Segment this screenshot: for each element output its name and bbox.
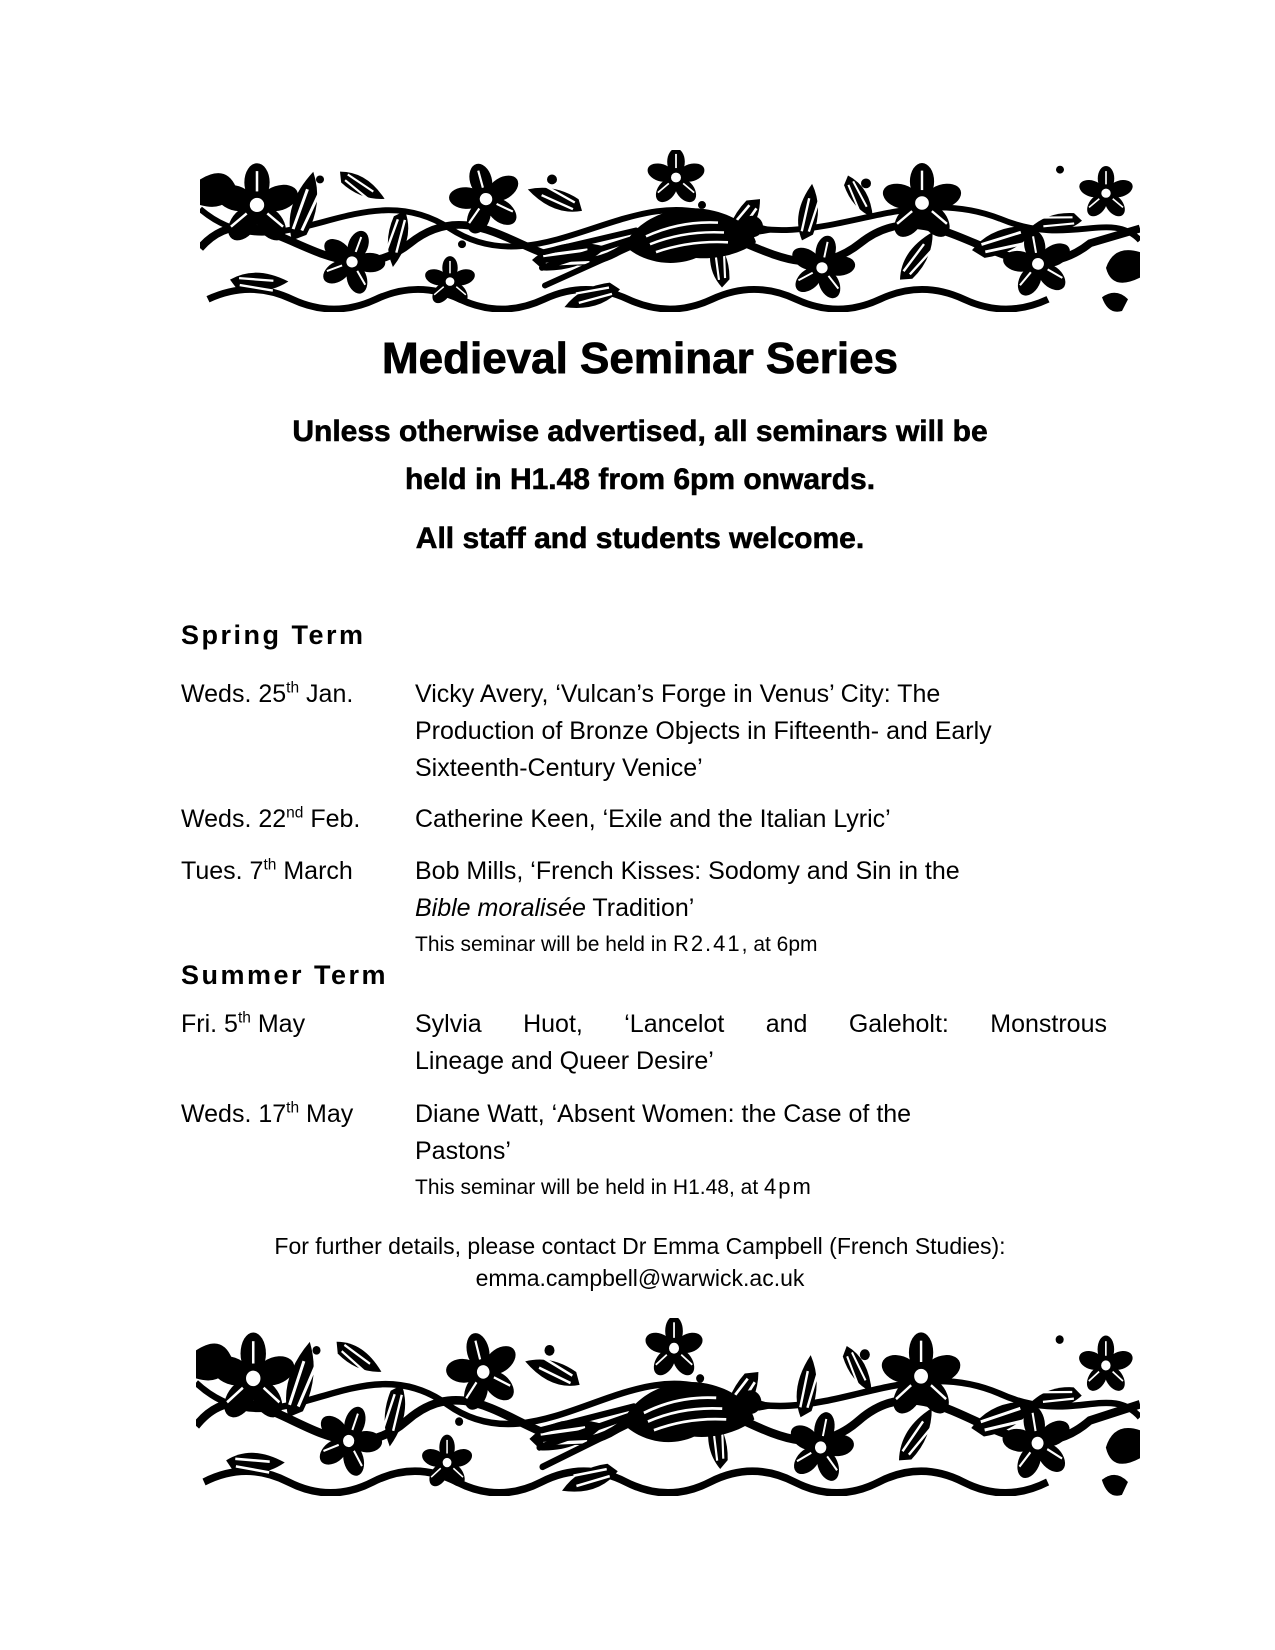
seminar-date: Weds. 17th May — [181, 1099, 354, 1128]
seminar-date: Weds. 22nd Feb. — [181, 804, 361, 833]
seminar-row — [181, 801, 1107, 838]
subtitle — [180, 408, 1100, 504]
woodcut-border-top — [200, 150, 1140, 312]
seminar-description: Sylvia Huot, ‘Lancelot and Galeholt: Monstrous Lineage and Queer Desire’ — [415, 1010, 1107, 1075]
ordinal-suffix: th — [286, 1099, 300, 1117]
ordinal-suffix: nd — [286, 804, 304, 822]
summer-term-heading: Summer Term — [181, 960, 389, 990]
woodcut-border-bottom — [196, 1318, 1140, 1496]
page-title: Medieval Seminar Series — [381, 334, 899, 383]
seminar-description: Diane Watt, ‘Absent Women: the Case of the Pastons’ This seminar will be held in H1.48, at 4pm — [415, 1096, 1107, 1204]
subtitle-line2: held in H1.48 from 6pm onwards. — [404, 463, 876, 496]
seminar-date: Fri. 5th May — [181, 1009, 306, 1038]
seminar-row — [181, 676, 1107, 787]
seminar-description: Vicky Avery, ‘Vulcan’s Forge in Venus’ City: The Production of Bronze Objects in Fifteenth- and Early Sixteenth-Century Venice’ — [415, 680, 992, 782]
contact-line: For further details, please contact Dr Emma Campbell (French Studies): — [274, 1233, 1006, 1259]
ordinal-suffix: th — [263, 856, 277, 874]
seminar-description: Bob Mills, ‘French Kisses: Sodomy and Sin in the Bible moralisée Tradition’ This seminar will be held in R2.41, at 6pm — [415, 853, 1107, 961]
ordinal-suffix: th — [237, 1009, 251, 1027]
welcome-line: All staff and students welcome. — [415, 522, 865, 555]
seminar-date: Weds. 25th Jan. — [181, 679, 354, 708]
woodcut-floral-border-icon — [200, 150, 1140, 312]
spring-term-heading: Spring Term — [181, 620, 366, 650]
room-emphasis: R2.41 — [672, 931, 742, 956]
contact-block — [180, 1230, 1100, 1294]
time-emphasis: 4pm — [764, 1174, 813, 1199]
seminar-note: This seminar will be held in R2.41, at 6pm — [415, 931, 818, 956]
seminar-row — [181, 853, 1107, 961]
subtitle-line1: Unless otherwise advertised, all seminars will be — [292, 415, 988, 448]
seminar-description: Catherine Keen, ‘Exile and the Italian Lyric’ — [415, 805, 891, 833]
woodcut-floral-border-icon — [196, 1318, 1140, 1496]
ordinal-suffix: th — [286, 679, 300, 697]
seminar-note: This seminar will be held in H1.48, at 4pm — [415, 1174, 813, 1199]
seminar-row — [181, 1006, 1107, 1080]
seminar-date: Tues. 7th March — [181, 856, 353, 885]
italic-work-title: Bible moralisée — [415, 894, 586, 922]
seminar-row — [181, 1096, 1107, 1204]
contact-email: emma.campbell@warwick.ac.uk — [475, 1265, 805, 1291]
